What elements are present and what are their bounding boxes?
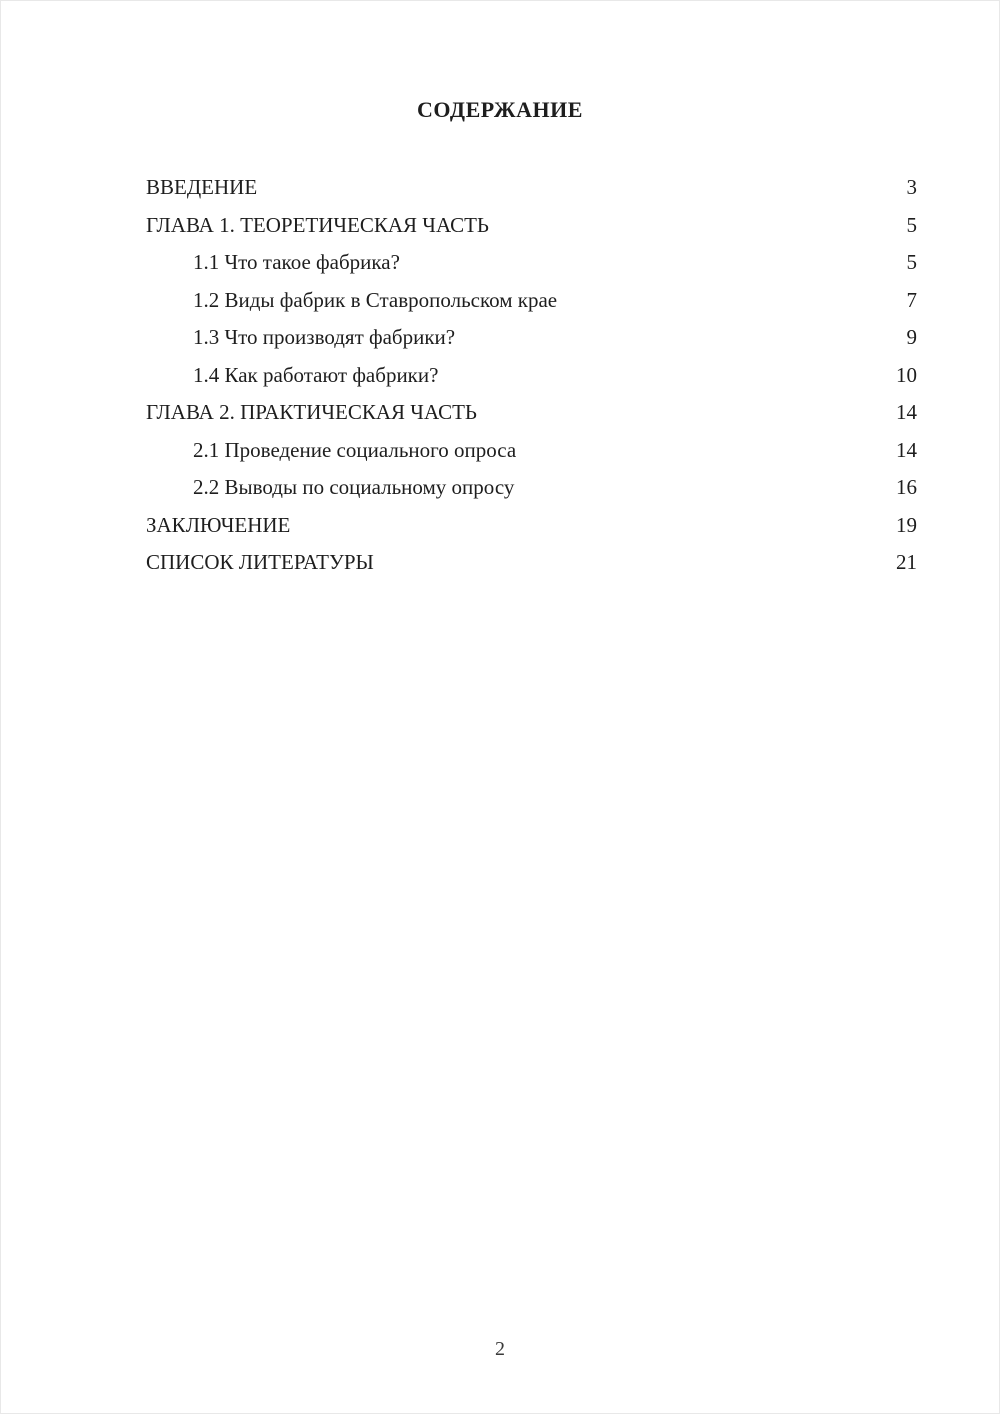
toc-entry-page-number: 14	[896, 400, 917, 424]
toc-entry	[146, 319, 917, 357]
toc-entry-page-number: 10	[896, 362, 917, 387]
toc-entry-label: 2.1 Проведение социального опроса	[193, 437, 517, 462]
toc-entry-page-number: 9	[906, 325, 917, 349]
toc-entry	[146, 357, 917, 395]
toc-entry-page-number: 3	[906, 175, 917, 199]
toc-entry	[146, 282, 917, 320]
toc-entry-label: ВВЕДЕНИЕ	[146, 175, 258, 199]
toc-entry	[146, 544, 917, 582]
toc-entry	[146, 244, 917, 282]
toc-entry-label: 1.4 Как работают фабрики?	[193, 362, 439, 387]
toc-entry-label: ЗАКЛЮЧЕНИЕ	[146, 512, 291, 537]
toc-entry-label: ГЛАВА 1. ТЕОРЕТИЧЕСКАЯ ЧАСТЬ	[146, 212, 489, 237]
toc-entry-page-number: 5	[906, 250, 917, 274]
toc-entry-page-number: 21	[896, 550, 917, 574]
toc-entry	[146, 207, 917, 245]
toc-entry-page-number: 19	[896, 512, 917, 537]
toc-entry-label: 1.2 Виды фабрик в Ставропольском крае	[193, 287, 558, 312]
toc-entry-label: СПИСОК ЛИТЕРАТУРЫ	[146, 550, 374, 574]
toc-entry-page-number: 7	[906, 287, 917, 312]
toc-entry	[146, 432, 917, 470]
toc-entry-page-number: 5	[906, 212, 917, 237]
toc-entry-page-number: 16	[896, 475, 917, 499]
toc-entry	[146, 469, 917, 507]
footer-page-number: 2	[495, 1338, 505, 1360]
toc-entry	[146, 169, 917, 207]
toc-entry-label: 1.1 Что такое фабрика?	[193, 250, 400, 274]
toc-entry-label: 1.3 Что производят фабрики?	[193, 325, 456, 349]
toc-entry	[146, 394, 917, 432]
toc-entry-label: 2.2 Выводы по социальному опросу	[193, 475, 515, 499]
toc-entry-label: ГЛАВА 2. ПРАКТИЧЕСКАЯ ЧАСТЬ	[146, 400, 477, 424]
toc-entry-page-number: 14	[896, 437, 917, 462]
toc-list	[146, 169, 917, 582]
toc-heading: СОДЕРЖАНИЕ	[417, 97, 583, 122]
toc-entry	[146, 507, 917, 545]
